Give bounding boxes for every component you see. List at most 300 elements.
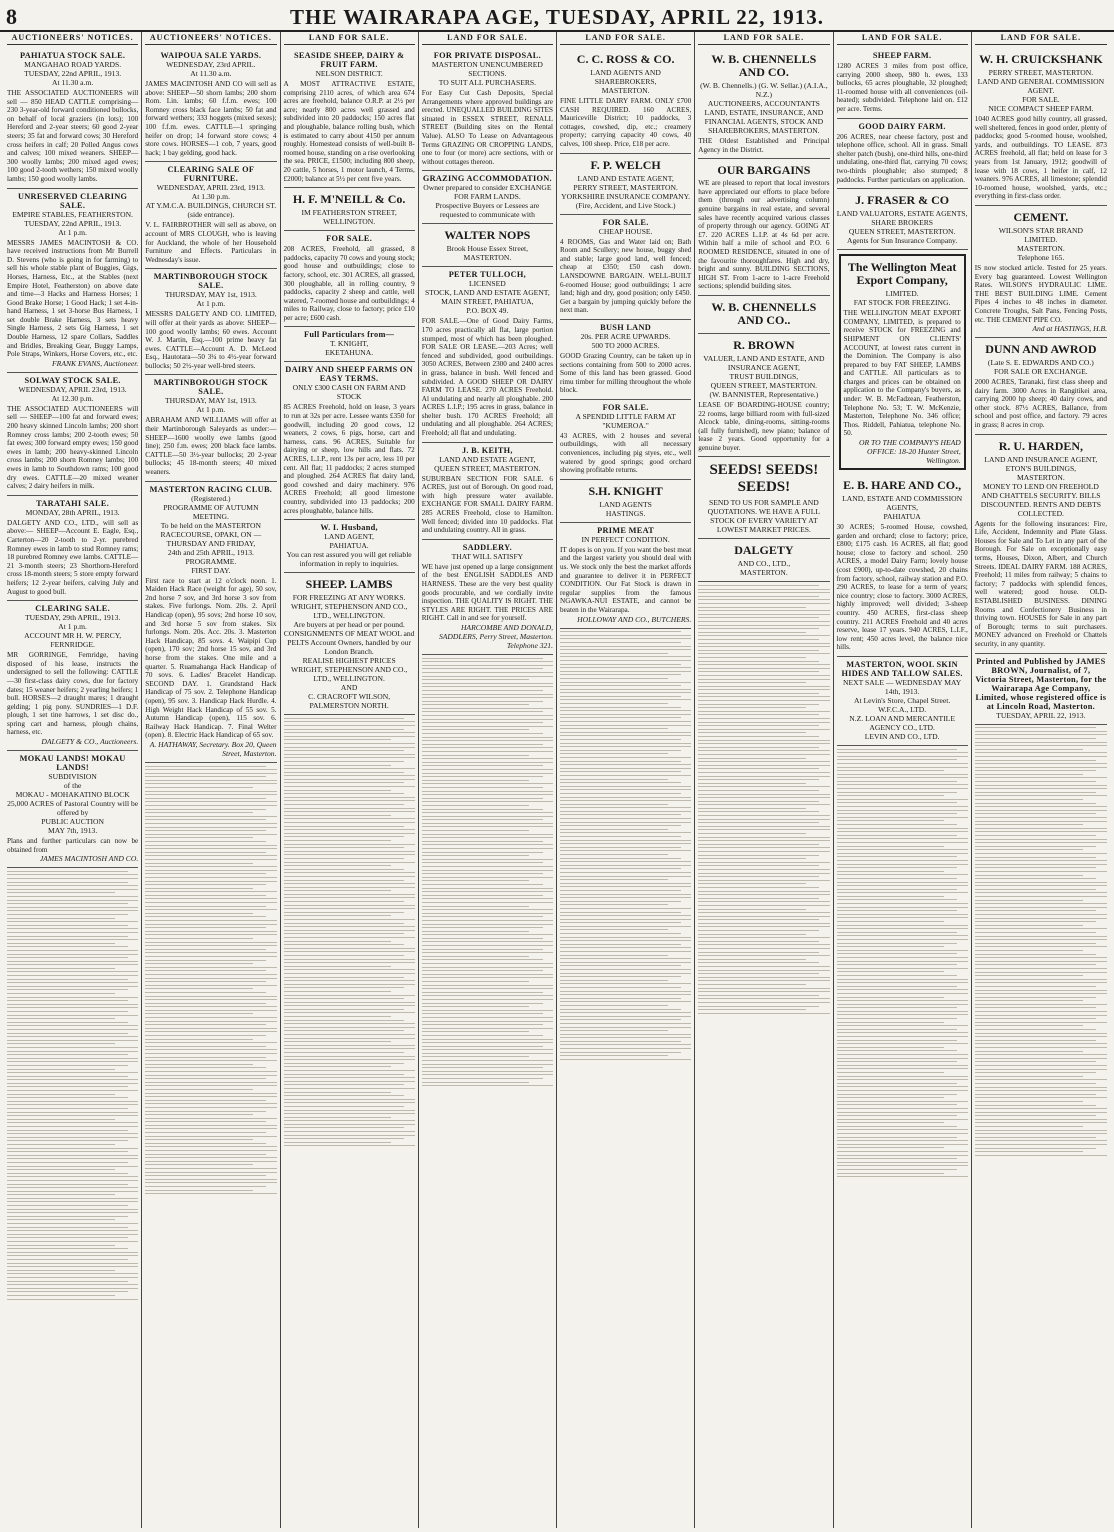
text-line-texture (422, 927, 543, 928)
text-line-texture (422, 985, 553, 986)
text-line-texture (145, 827, 276, 828)
ad-line: THURSDAY, MAY 1st, 1913. (164, 290, 257, 300)
text-line-texture (145, 1186, 266, 1187)
ad-signature: FRANK EVANS, Auctioneer. (52, 358, 139, 368)
text-line-texture (560, 807, 691, 808)
text-line-texture (560, 671, 691, 672)
newspaper-title: THE WAIRARAPA AGE, TUESDAY, APRIL 22, 1913. (290, 5, 824, 29)
text-line-texture (837, 1072, 945, 1073)
text-line-texture (145, 1013, 253, 1014)
text-line-texture (284, 1113, 415, 1114)
text-line-texture (422, 924, 553, 925)
ad-line: LEVIN AND CO., LTD. (864, 731, 940, 741)
text-line-texture (284, 1081, 415, 1082)
text-line-texture (560, 1044, 691, 1045)
ad-line: PROGRAMME OF AUTUMN MEETING. (163, 502, 259, 521)
text-line-texture (145, 805, 276, 806)
text-line-texture (284, 833, 415, 834)
text-line-texture (145, 783, 276, 784)
text-line-texture (975, 979, 1107, 980)
text-line-texture (560, 689, 691, 690)
text-line-texture (560, 757, 691, 758)
text-line-texture (422, 819, 543, 820)
text-line-texture (145, 863, 253, 864)
text-line-texture (284, 1077, 415, 1078)
text-line-texture (422, 791, 553, 792)
text-line-texture (284, 1002, 415, 1003)
text-line-texture (837, 964, 958, 965)
advertisement (837, 189, 968, 250)
text-line-texture (145, 873, 266, 874)
text-line-texture (560, 682, 691, 683)
text-line-texture (145, 981, 266, 982)
text-line-texture (422, 913, 553, 914)
ad-line: MONDAY, 28th APRIL, 1913. (25, 507, 120, 517)
text-line-texture (145, 1003, 266, 1004)
text-line-texture (975, 1140, 1107, 1141)
text-line-texture (975, 889, 1097, 890)
text-line-texture (422, 970, 543, 971)
text-line-texture (145, 1182, 276, 1183)
text-line-texture (975, 885, 1107, 886)
text-line-texture (975, 914, 1107, 915)
advertisement (837, 48, 968, 119)
text-line-texture (975, 900, 1083, 901)
text-line-texture (284, 955, 405, 956)
text-line-texture (560, 847, 681, 848)
text-line-texture (422, 1013, 543, 1014)
text-line-texture (698, 930, 819, 931)
text-line-texture (698, 808, 806, 809)
text-line-texture (7, 1169, 115, 1170)
text-line-texture (422, 1006, 530, 1007)
ad-line: Prospective Buyers or Lessees are requested to communicate with (435, 201, 540, 220)
text-line-texture (560, 980, 668, 981)
ad-body-text: MESSRS JAMES MACINTOSH & CO. have received instructions from Mr Burrell D. Stevens (who is going in for farming) to sell his whole stable plant of Buggies, Gigs, Horses, Harness, Etc., at the Stables (next Empire Hotel, Featherston) on above date and time—3 Hacks and Harness Horses; 1 Good Brake Horse; 1 Good Hack; 1 set 4-in-hand Harness, 1 set 3-horse Bus Harness, 1 set double Brake Harness, 3 sets heavy Single Harness, 2 sets Gig Harness, 1 set Double Harness, 12 spare Collars, Saddles and Bridles, Breaking Gear, Buggy Lamps, Pole Straps, Winkers, Horse Covers, etc., etc. (7, 238, 139, 359)
text-line-texture (145, 1006, 276, 1007)
text-line-texture (837, 997, 945, 998)
text-line-texture (560, 692, 691, 693)
text-line-texture (7, 1015, 138, 1016)
text-line-texture (284, 829, 415, 830)
text-line-texture (422, 1024, 543, 1025)
advertisement (145, 375, 276, 481)
ad-body-text: 85 ACRES Freehold, hold on lease, 3 years to run at 32s per acre. Lessee wants £350 for goodwill, including 20 good cows, 12 weaners, 2 cows, 6 pigs, horse, cart and harness, cans. 96 ACRES, Suitable for dairying or sheep, low hills and flats. 72 ACRES, L.I.P., rent 13s per acre, less 10 per cent. All flat; 11 paddocks; 2 acres stumped and ploughed. 264 ACRES flat dairy land, good cowshed and dairy machinery. 976 ACRES Freehold; all good limestone country, subdivided into 13 paddocks; 200 acres ploughable, balance hills. (283, 403, 415, 515)
text-line-texture (975, 1043, 1107, 1044)
text-line-texture (7, 1051, 138, 1052)
text-line-texture (975, 1033, 1107, 1034)
text-line-texture (422, 733, 543, 734)
advertisement (7, 189, 138, 373)
text-line-texture (837, 932, 958, 933)
text-line-texture (698, 804, 829, 805)
advertisement (422, 48, 553, 171)
text-line-texture (422, 690, 543, 691)
text-line-texture (284, 761, 405, 762)
ad-line: MASTERTON. (463, 253, 512, 263)
text-line-texture (422, 658, 543, 659)
text-line-texture (284, 854, 415, 855)
text-line-texture (698, 643, 829, 644)
text-line-texture (698, 815, 829, 816)
text-line-texture (560, 843, 691, 844)
text-line-texture (560, 739, 681, 740)
text-line-texture (560, 1012, 691, 1013)
ad-line: P.O. BOX 49. (466, 306, 509, 316)
text-line-texture (145, 1157, 276, 1158)
text-line-texture (7, 950, 138, 951)
text-line-texture (837, 817, 968, 818)
text-line-texture (698, 873, 829, 874)
advertisement (560, 523, 691, 629)
text-line-texture (7, 1219, 115, 1220)
ad-title: FOR PRIVATE DISPOSAL. (433, 51, 541, 60)
text-line-texture (145, 773, 276, 774)
text-line-texture (975, 878, 1097, 879)
text-line-texture (422, 809, 543, 810)
text-line-texture (284, 818, 415, 819)
text-line-texture (422, 729, 530, 730)
text-line-texture (7, 1022, 128, 1023)
text-line-texture (837, 1036, 968, 1037)
text-line-texture (7, 1270, 115, 1271)
text-line-texture (560, 868, 681, 869)
text-line-texture (837, 770, 945, 771)
ad-title: SOLWAY STOCK SALE. (24, 375, 121, 385)
text-line-texture (975, 1097, 1107, 1098)
text-line-texture (975, 997, 1097, 998)
text-line-texture (284, 919, 415, 920)
text-line-texture (837, 939, 968, 940)
text-line-texture (145, 891, 276, 892)
text-line-texture (975, 957, 1107, 958)
text-line-texture (145, 1150, 276, 1151)
text-line-texture (7, 1237, 128, 1238)
text-line-texture (975, 1065, 1107, 1066)
text-line-texture (975, 918, 1107, 919)
text-line-texture (837, 953, 958, 954)
text-line-texture (284, 747, 415, 748)
ad-line: Owner prepared to consider EXCHANGE FOR FARM LANDS. (423, 183, 552, 202)
text-line-texture (422, 672, 553, 673)
text-line-texture (284, 1048, 415, 1049)
ad-body-text: THE ASSOCIATED AUCTIONEERS will sell — SHEEP—100 fat and forward ewes; 200 heavy skinned Lincoln lambs; 200 short Romney cross lambs; 200 2-tooth ewes; 50 fat ewes; 300 forward empty ewes; 150 good ewes in lamb; 200 heavy-skinned Lincoln cross lambs; 200 shorn Romney lambs; 100 ewes in lamb to Southdown rams; 100 good dry ewes. CATTLE—20 mixed weaner calves; 2 dairy heifers in milk. (7, 404, 139, 491)
text-line-texture (422, 751, 553, 752)
text-line-texture (560, 789, 691, 790)
text-line-texture (422, 866, 553, 867)
text-line-texture (837, 1173, 945, 1174)
text-line-texture (422, 747, 553, 748)
text-line-texture (284, 894, 415, 895)
text-line-texture (422, 1042, 553, 1043)
text-line-texture (560, 696, 681, 697)
text-line-texture (284, 912, 405, 913)
text-line-texture (560, 721, 691, 722)
text-line-texture (7, 1097, 128, 1098)
text-line-texture (560, 735, 691, 736)
text-line-texture (560, 638, 691, 639)
advertisement (145, 48, 276, 162)
text-line-texture (560, 822, 691, 823)
text-line-texture (422, 1078, 543, 1079)
column-8 (972, 32, 1110, 1528)
text-line-texture (837, 882, 968, 883)
text-line-texture (837, 917, 968, 918)
text-line-texture (560, 786, 691, 787)
text-line-texture (284, 1131, 415, 1132)
text-line-texture (837, 1068, 968, 1069)
text-line-texture (422, 837, 553, 838)
ad-line: At 1.30 p.m. (191, 192, 230, 202)
ad-line: Agents for Sun Insurance Company. (847, 236, 958, 246)
page-number: 8 (6, 4, 17, 29)
text-line-texture (284, 768, 415, 769)
ad-line: LIMITED. (885, 289, 919, 299)
text-line-texture (837, 781, 958, 782)
text-line-texture (975, 982, 1107, 983)
text-line-texture (698, 783, 806, 784)
text-line-texture (284, 880, 405, 881)
text-line-texture (698, 919, 819, 920)
ad-body-text: SUBURBAN SECTION FOR SALE. 6 ACRES, just out of Borough. On good road, with high pressure water available. EXCHANGE FOR SMALL DAIRY FARM. 285 ACRES Freehold, close to Hamilton. Well fenced; divided into 10 paddocks. Flat and undulating country. All in grass. (421, 474, 553, 535)
text-line-texture (560, 725, 691, 726)
text-line-texture (698, 887, 819, 888)
text-line-texture (7, 1079, 138, 1080)
ad-title: MARTINBOROUGH STOCK SALE. (153, 272, 269, 291)
ad-title: CLEARING SALE. (35, 604, 110, 614)
text-line-texture (837, 1061, 958, 1062)
column-2 (142, 32, 280, 1528)
text-line-texture (422, 855, 530, 856)
ad-body-text: 206 ACRES, near cheese factory, post and telephone office, school. All in grass. Small shelter patch (bush), one-third hills, one-third undulating, one-third flat, carrying 70 cows; two-thirds ploughable; also stumped; 8 paddocks. Further particulars on application. (836, 132, 968, 184)
text-line-texture (975, 925, 1083, 926)
text-line-texture (975, 972, 1107, 973)
ad-title: TARATAHI SALE. (36, 498, 110, 508)
ad-body-text: 1040 ACRES good hilly country, all grassed, well sheltered, fences in good order, plenty of paddocks; good 5-roomed house, woolshed, yards, and outbuildings. TO LEASE. 873 ACRES freehold, all flat; held on lease for 3 years from 1st January, 1912; goodwill of lease with 18 cows, 1 heifer in calf, 12 weaners. 976 ACRES, all limestone; splendid 10-roomed house, woolshed, yards, etc.; everything in first-class order. (974, 115, 1107, 201)
text-line-texture (284, 1063, 405, 1064)
ad-line: Telephone 165. (1017, 252, 1065, 262)
text-line-texture (975, 939, 1107, 940)
text-line-texture (7, 1191, 138, 1192)
text-line-texture (837, 1133, 968, 1134)
text-line-texture (145, 1096, 276, 1097)
text-line-texture (422, 834, 553, 835)
text-line-texture (284, 926, 415, 927)
text-line-texture (975, 975, 1083, 976)
text-line-texture (698, 822, 819, 823)
text-line-texture (145, 1089, 253, 1090)
text-line-texture (284, 944, 405, 945)
ad-title: FOR SALE. (326, 234, 373, 244)
text-line-texture (145, 898, 276, 899)
text-line-texture (284, 1099, 415, 1100)
text-line-texture (422, 719, 553, 720)
text-line-texture (422, 765, 543, 766)
ad-line: TO SUIT ALL PURCHASERS. (438, 78, 537, 87)
ad-line: Are buyers at per head or per pound. (293, 620, 405, 630)
ad-line: PERRY STREET, MASTERTON. (573, 182, 678, 192)
text-line-texture (145, 780, 276, 781)
text-line-texture (560, 775, 691, 776)
text-line-texture (422, 722, 543, 723)
text-line-texture (145, 855, 276, 856)
text-line-texture (7, 1112, 138, 1113)
text-line-texture (560, 1005, 668, 1006)
text-line-texture (284, 743, 415, 744)
text-line-texture (560, 940, 691, 941)
ad-line: MOKAU - MOHAKATINO BLOCK (15, 790, 130, 800)
text-line-texture (145, 1053, 276, 1054)
ad-title: DALGETY (734, 543, 794, 558)
text-line-texture (560, 908, 691, 909)
text-line-texture (284, 836, 405, 837)
text-line-texture (422, 870, 553, 871)
text-line-texture (975, 968, 1107, 969)
ad-line: HASTINGS. (605, 508, 646, 518)
text-line-texture (145, 1154, 266, 1155)
text-line-texture (284, 736, 415, 737)
text-line-texture (837, 896, 945, 897)
text-line-texture (975, 964, 1097, 965)
text-line-texture (7, 1040, 138, 1041)
text-line-texture (7, 1176, 138, 1177)
advertisement (975, 48, 1107, 206)
text-line-texture (975, 774, 1083, 775)
text-line-texture (560, 926, 691, 927)
ad-line: LAND AND GENERAL COMMISSION AGENT. (977, 77, 1105, 95)
ad-title: H. F. M'NEILL & Co. (292, 192, 406, 207)
text-line-texture (975, 961, 1107, 962)
text-line-texture (7, 993, 115, 994)
text-line-texture (698, 729, 829, 730)
text-line-texture (698, 776, 829, 777)
text-line-texture (422, 952, 553, 953)
text-line-texture (422, 848, 553, 849)
ad-line: At 11.30 a.m. (51, 78, 94, 87)
text-line-texture (284, 718, 405, 719)
text-line-texture (975, 839, 1107, 840)
text-line-texture (145, 1132, 266, 1133)
ad-body-text: WE have just opened up a large consignment of the best ENGLISH SADDLES AND HARNESS. These are the very best quality goods procurable, and we cordially invite inspection. THE QUALITY IS RIGHT. THE STYLES ARE RIGHT. THE PRICES ARE RIGHT. Call in and see for yourself. (421, 562, 553, 623)
text-line-texture (837, 802, 958, 803)
text-line-texture (422, 1003, 543, 1004)
text-line-texture (284, 872, 415, 873)
ad-line: TRUST BUILDINGS, (729, 371, 799, 381)
text-line-texture (975, 1047, 1107, 1048)
text-line-texture (698, 894, 829, 895)
text-line-texture (422, 704, 530, 705)
column-1 (4, 32, 142, 1528)
text-line-texture (975, 828, 1107, 829)
ad-title: DUNN AND AWROD (985, 342, 1097, 357)
text-line-texture (837, 795, 945, 796)
text-line-texture (560, 1030, 668, 1031)
text-line-texture (698, 592, 829, 593)
text-line-texture (284, 1092, 392, 1093)
text-line-texture (7, 936, 128, 937)
text-line-texture (975, 990, 1107, 991)
text-line-texture (698, 880, 829, 881)
text-line-texture (560, 667, 691, 668)
text-line-texture (284, 937, 415, 938)
ad-line: ETON'S BUILDINGS, (1005, 463, 1077, 473)
ad-line: MONEY TO LEND ON FREEHOLD AND CHATTELS SECURITY. BILLS DISCOUNTED. RENTS AND DEBTS COLLECTED. (980, 481, 1101, 518)
column-heading: LAND FOR SALE. (560, 32, 691, 45)
ad-line: CHEAP HOUSE. (598, 226, 653, 236)
text-line-texture (837, 838, 968, 839)
ad-line: ONLY £300 CASH ON FARM AND STOCK (292, 383, 406, 402)
text-line-texture (975, 1137, 1097, 1138)
ad-line: PAHIATUA (883, 512, 921, 522)
text-line-texture (7, 964, 138, 965)
text-line-texture (975, 1126, 1083, 1127)
text-line-texture (975, 821, 1107, 822)
ad-line: PAHIATUA. (329, 541, 369, 551)
text-line-texture (698, 747, 819, 748)
text-line-texture (422, 683, 553, 684)
text-line-texture (560, 811, 691, 812)
text-line-texture (698, 916, 829, 917)
text-line-texture (145, 920, 276, 921)
text-line-texture (837, 1137, 958, 1138)
text-line-texture (284, 887, 415, 888)
ad-title: CLEARING SALE OF FURNITURE. (167, 165, 255, 184)
text-line-texture (698, 829, 829, 830)
text-line-texture (837, 1054, 968, 1055)
text-line-texture (7, 1266, 138, 1267)
text-line-texture (284, 808, 415, 809)
text-line-texture (698, 840, 829, 841)
ad-title: FOR SALE. (602, 217, 649, 227)
text-line-texture (145, 906, 266, 907)
ad-title: W. H. CRUICKSHANK (979, 52, 1103, 66)
ad-line: MAIN STREET, PAHIATUA, (441, 297, 534, 307)
text-line-texture (560, 782, 681, 783)
text-line-texture (837, 1083, 958, 1084)
text-line-texture (145, 1057, 266, 1058)
text-line-texture (145, 776, 266, 777)
text-line-texture (560, 710, 691, 711)
text-line-texture (560, 962, 691, 963)
text-line-texture (145, 916, 266, 917)
text-line-texture (837, 979, 968, 980)
text-line-texture (7, 1058, 138, 1059)
text-line-texture (698, 909, 806, 910)
text-line-texture (837, 1014, 968, 1015)
advertisement (422, 171, 553, 224)
text-line-texture (975, 1094, 1097, 1095)
text-line-texture (284, 980, 415, 981)
ad-line: EMPIRE STABLES, FEATHERSTON. (12, 209, 133, 219)
text-line-texture (837, 928, 968, 929)
ad-line: MANGAHAO ROAD YARDS. (24, 60, 122, 69)
text-line-texture (7, 1212, 138, 1213)
text-line-texture (145, 1175, 266, 1176)
ad-body-text: IT dopes is on you. If you want the best meat and the largest variety you should deal with us. We stock only the best the market affords and guarantee to deliver it in PERFECT CONDITION. Our Fat Stock is drawn in regular supplies from the famous NGAWKA-NUI ESTATE, and cannot be beaten in the Wairarapa. (560, 545, 692, 614)
text-line-texture (284, 897, 415, 898)
text-line-texture (7, 1255, 138, 1256)
text-line-texture (698, 661, 819, 662)
text-line-texture (145, 1136, 276, 1137)
text-line-texture (422, 1071, 553, 1072)
text-line-texture (145, 791, 276, 792)
text-line-texture (422, 812, 553, 813)
text-line-texture (975, 749, 1083, 750)
text-line-texture (837, 756, 968, 757)
ad-title: BUSH LAND (600, 322, 652, 332)
column-5 (557, 32, 695, 1528)
advertisement (837, 657, 968, 746)
